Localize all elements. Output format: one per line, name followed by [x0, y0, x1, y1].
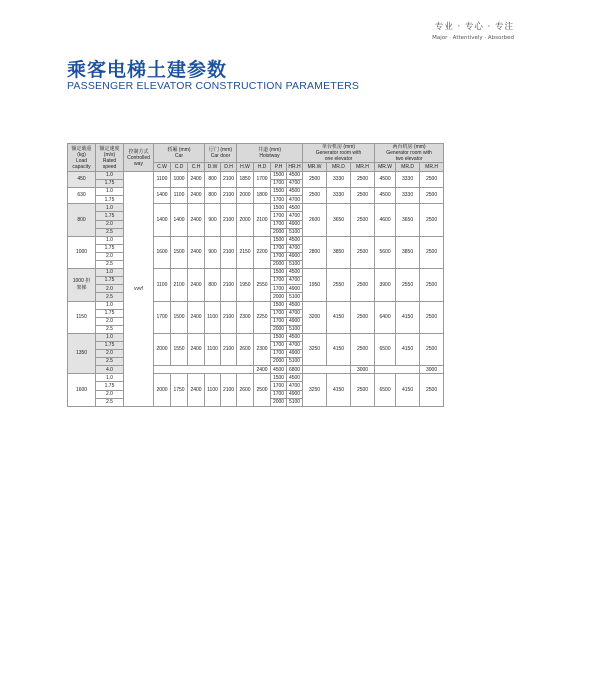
subheader-cw: C.W: [154, 163, 171, 172]
pit-depth-cell: 2000: [271, 228, 287, 236]
subheader-ph: P.H: [271, 163, 287, 172]
headroom-cell: 4900: [287, 350, 303, 358]
speed-cell: 1.75: [96, 277, 124, 285]
headroom-cell: 5100: [287, 228, 303, 236]
slogan: [432, 20, 514, 41]
slogan-en: Major · Attentively · Absorbed: [432, 35, 514, 41]
pit-depth-cell: 1700: [271, 317, 287, 325]
speed-cell: 2.0: [96, 220, 124, 228]
pit-depth-cell: 2000: [271, 398, 287, 406]
car-width-cell: 1400: [154, 204, 171, 236]
door-height-cell: 2100: [221, 188, 237, 204]
double-room-depth-cell: 4150: [396, 333, 420, 365]
headroom-cell: 5100: [287, 293, 303, 301]
speed-cell: 2.0: [96, 317, 124, 325]
hoistway-depth-cell: 1800: [254, 188, 271, 204]
single-room-height-cell: 2500: [351, 204, 375, 236]
speed-cell: 2.0: [96, 252, 124, 260]
single-room-depth-cell: 3330: [327, 172, 351, 188]
double-room-width-cell: 4600: [375, 204, 396, 236]
speed-cell: 1.75: [96, 309, 124, 317]
pit-depth-cell: 1700: [271, 212, 287, 220]
single-room-height-cell: 2500: [351, 374, 375, 406]
headroom-cell: 6800: [287, 366, 303, 374]
subheader-double-mrh: MR.H: [420, 163, 444, 172]
car-width-cell: 1400: [154, 188, 171, 204]
door-height-cell: 2100: [221, 172, 237, 188]
pit-depth-cell: 1700: [271, 309, 287, 317]
double-room-width-cell: 5600: [375, 236, 396, 268]
double-room-depth-cell: 3330: [396, 188, 420, 204]
headroom-cell: 4500: [287, 333, 303, 341]
car-width-cell: 2000: [154, 374, 171, 406]
speed-cell: 1.75: [96, 212, 124, 220]
control-cell: vvvf: [124, 172, 154, 407]
hoistway-depth-cell: 2250: [254, 301, 271, 333]
headroom-cell: 4900: [287, 285, 303, 293]
single-room-height-cell: 2500: [351, 188, 375, 204]
col-car-header: 轿厢 (mm) Car: [154, 144, 205, 163]
load-cell: [68, 236, 96, 268]
single-room-depth-cell: 4150: [327, 333, 351, 365]
subheader-hw: H.W: [237, 163, 254, 172]
door-height-cell: 2100: [221, 204, 237, 236]
col-single-room-header: 单台机房 (mm) Generator room with one elevator: [303, 144, 375, 163]
headroom-cell: 4700: [287, 196, 303, 204]
car-depth-cell: 1550: [171, 333, 188, 365]
subheader-cd: C.D: [171, 163, 188, 172]
speed-cell: 1.0: [96, 333, 124, 341]
pit-depth-cell: 1500: [271, 172, 287, 180]
speed-cell: 1.0: [96, 188, 124, 196]
headroom-cell: 4500: [287, 269, 303, 277]
subheader-single-mrh: MR.H: [351, 163, 375, 172]
single-room-height-cell: 2500: [351, 301, 375, 333]
col-control-header: 控制方式 Controlled way: [124, 144, 154, 172]
car-height-cell: 2400: [188, 269, 205, 301]
car-height-cell: 2400: [188, 236, 205, 268]
single-room-height-cell: 2500: [351, 236, 375, 268]
load-cell: [68, 333, 96, 373]
speed-cell: 1.75: [96, 244, 124, 252]
single-room-depth-cell: 3330: [327, 188, 351, 204]
speed-cell: 2.0: [96, 285, 124, 293]
pit-depth-cell: 1700: [271, 390, 287, 398]
double-room-height-cell: 2500: [420, 172, 444, 188]
single-room-depth-cell: 3650: [327, 204, 351, 236]
car-width-cell: 1100: [154, 269, 171, 301]
col-double-room-header: 两台机房 (mm) Generator room with two elevator: [375, 144, 444, 163]
pit-depth-cell: 1500: [271, 204, 287, 212]
speed-cell: 1.0: [96, 204, 124, 212]
double-room-height-cell: 2500: [420, 188, 444, 204]
car-depth-cell: 2100: [171, 269, 188, 301]
double-room-depth-cell: 4150: [396, 301, 420, 333]
load-value: 架梯: [76, 284, 87, 291]
car-height-cell: 2400: [188, 374, 205, 406]
car-height-cell: 2400: [188, 188, 205, 204]
table-row: [68, 172, 444, 180]
door-width-cell: 800: [205, 172, 221, 188]
car-depth-cell: 1000: [171, 172, 188, 188]
double-room-depth-cell: 3330: [396, 172, 420, 188]
load-value: 1350: [75, 350, 88, 357]
subheader-dh: D.H: [221, 163, 237, 172]
pit-depth-cell: 1700: [271, 252, 287, 260]
hoistway-width-cell: 1850: [237, 172, 254, 188]
speed-cell: 1.75: [96, 196, 124, 204]
speed-cell: 2.5: [96, 358, 124, 366]
hoistway-depth-cell: 2550: [254, 269, 271, 301]
single-room-width-cell: 3250: [303, 374, 327, 406]
hoistway-width-cell: 2600: [237, 333, 254, 365]
hoistway-depth-cell: 2100: [254, 204, 271, 236]
double-room-depth-cell: 3850: [396, 236, 420, 268]
double-room-height-cell: 2500: [420, 269, 444, 301]
speed-cell: 1.0: [96, 172, 124, 180]
speed-cell: 2.0: [96, 350, 124, 358]
door-width-cell: 900: [205, 236, 221, 268]
car-depth-cell: 1500: [171, 236, 188, 268]
load-cell: [68, 204, 96, 236]
double-room-depth-cell: 4150: [396, 374, 420, 406]
single-room-height-cell: 2500: [351, 269, 375, 301]
car-depth-cell: 1100: [171, 188, 188, 204]
subheader-dw: D.W: [205, 163, 221, 172]
double-room-width-cell: 6500: [375, 333, 396, 365]
double-room-width-cell: 6500: [375, 374, 396, 406]
single-room-depth-cell: 4150: [327, 374, 351, 406]
load-value: 450: [77, 176, 86, 183]
extra-blank-cell: [154, 366, 254, 374]
door-height-cell: 2100: [221, 269, 237, 301]
slogan-cn: 专业 · 专心 · 专注: [434, 22, 514, 32]
single-room-height-cell: 2500: [351, 333, 375, 365]
door-width-cell: 1100: [205, 333, 221, 365]
pit-depth-cell: 1700: [271, 180, 287, 188]
single-room-height-cell: 3000: [351, 366, 375, 374]
speed-cell: 2.5: [96, 261, 124, 269]
double-room-height-cell: 2500: [420, 236, 444, 268]
headroom-cell: 4900: [287, 317, 303, 325]
subheader-double-mrw: MR.W: [375, 163, 396, 172]
car-height-cell: 2400: [188, 333, 205, 365]
single-room-depth-cell: 2550: [327, 269, 351, 301]
door-height-cell: 2100: [221, 333, 237, 365]
load-value: 1000: [75, 249, 88, 256]
load-cell: [68, 269, 96, 301]
single-room-depth-cell: 4150: [327, 301, 351, 333]
subheader-ch: C.H: [188, 163, 205, 172]
headroom-cell: 5100: [287, 325, 303, 333]
single-room-width-cell: 2600: [303, 204, 327, 236]
hoistway-width-cell: 2300: [237, 301, 254, 333]
blank-cell: [375, 366, 420, 374]
col-door-header: 厅门 (mm) Car door: [205, 144, 237, 163]
pit-depth-cell: 1700: [271, 285, 287, 293]
speed-cell: 2.5: [96, 293, 124, 301]
headroom-cell: 4700: [287, 309, 303, 317]
car-depth-cell: 1500: [171, 301, 188, 333]
single-room-depth-cell: 3850: [327, 236, 351, 268]
door-height-cell: 2100: [221, 301, 237, 333]
speed-cell: 2.5: [96, 325, 124, 333]
headroom-cell: 4700: [287, 244, 303, 252]
double-room-width-cell: 3900: [375, 269, 396, 301]
car-width-cell: 1700: [154, 301, 171, 333]
headroom-cell: 4500: [287, 188, 303, 196]
headroom-cell: 4900: [287, 252, 303, 260]
headroom-cell: 4500: [287, 172, 303, 180]
pit-depth-cell: 2000: [271, 358, 287, 366]
pit-depth-cell: 1700: [271, 277, 287, 285]
car-width-cell: 2000: [154, 333, 171, 365]
hoistway-width-cell: 2000: [237, 204, 254, 236]
headroom-cell: 4700: [287, 382, 303, 390]
speed-cell: 2.5: [96, 228, 124, 236]
headroom-cell: 4500: [287, 374, 303, 382]
headroom-cell: 4700: [287, 212, 303, 220]
double-room-depth-cell: 2550: [396, 269, 420, 301]
hoistway-depth-cell: 1700: [254, 172, 271, 188]
load-value: 800: [77, 216, 86, 223]
door-width-cell: 800: [205, 188, 221, 204]
speed-cell: 1.75: [96, 382, 124, 390]
subheader-single-mrw: MR.W: [303, 163, 327, 172]
hoistway-depth-cell: 2200: [254, 236, 271, 268]
pit-depth-cell: 4500: [271, 366, 287, 374]
load-value: 1150: [76, 313, 87, 320]
car-height-cell: 2400: [188, 204, 205, 236]
hoistway-width-cell: 2150: [237, 236, 254, 268]
headroom-cell: 5100: [287, 358, 303, 366]
double-room-height-cell: 2500: [420, 204, 444, 236]
speed-cell: 1.0: [96, 301, 124, 309]
pit-depth-cell: 2000: [271, 261, 287, 269]
hoistway-depth-cell: 2400: [254, 366, 271, 374]
pit-depth-cell: 1500: [271, 188, 287, 196]
speed-cell: 1.0: [96, 236, 124, 244]
double-room-width-cell: 4500: [375, 172, 396, 188]
speed-cell: 1.75: [96, 180, 124, 188]
load-value: 630: [77, 192, 86, 199]
door-width-cell: 1100: [205, 301, 221, 333]
car-depth-cell: 1400: [171, 204, 188, 236]
col-hoistway-header: 井道 (mm) Hoistway: [237, 144, 303, 163]
car-width-cell: 1100: [154, 172, 171, 188]
headroom-cell: 4700: [287, 341, 303, 349]
pit-depth-cell: 1500: [271, 333, 287, 341]
door-width-cell: 900: [205, 204, 221, 236]
headroom-cell: 4900: [287, 390, 303, 398]
subheader-single-mrd: MR.D: [327, 163, 351, 172]
load-value: 1000 担: [72, 278, 91, 285]
speed-cell: 2.5: [96, 398, 124, 406]
load-cell: [68, 374, 96, 406]
subheader-hrh: HR.H: [288, 163, 301, 170]
car-height-cell: 2400: [188, 301, 205, 333]
double-room-height-cell: 2500: [420, 374, 444, 406]
headroom-cell: 4500: [287, 236, 303, 244]
door-height-cell: 2100: [221, 374, 237, 406]
speed-cell: 4.0: [96, 366, 124, 374]
pit-depth-cell: 1700: [271, 341, 287, 349]
door-height-cell: 2100: [221, 236, 237, 268]
headroom-cell: 5100: [287, 261, 303, 269]
page-title-cn: 乘客电梯土建参数: [67, 59, 228, 81]
subheader-double-mrd: MR.D: [396, 163, 420, 172]
single-room-width-cell: 3200: [303, 301, 327, 333]
headroom-cell: 4500: [287, 301, 303, 309]
double-room-width-cell: 6400: [375, 301, 396, 333]
hoistway-width-cell: 1950: [237, 269, 254, 301]
headroom-cell: 4900: [287, 220, 303, 228]
parameters-table: [67, 143, 444, 407]
pit-depth-cell: 1500: [271, 374, 287, 382]
pit-depth-cell: 2000: [271, 293, 287, 301]
pit-depth-cell: 1500: [271, 301, 287, 309]
load-cell: [68, 172, 96, 188]
single-room-width-cell: 2800: [303, 236, 327, 268]
speed-cell: 1.0: [96, 269, 124, 277]
pit-depth-cell: 1700: [271, 244, 287, 252]
page-title-en: PASSENGER ELEVATOR CONSTRUCTION PARAMETERS: [67, 80, 360, 92]
single-room-width-cell: 2500: [303, 188, 327, 204]
subheader-hd: H.D: [254, 163, 271, 172]
double-room-depth-cell: 3650: [396, 204, 420, 236]
car-height-cell: 2400: [188, 172, 205, 188]
pit-depth-cell: 1700: [271, 382, 287, 390]
table-body: [68, 172, 444, 407]
header-row: [68, 144, 444, 163]
pit-depth-cell: 1500: [271, 269, 287, 277]
pit-depth-cell: 1700: [271, 350, 287, 358]
hoistway-width-cell: 2600: [237, 374, 254, 406]
pit-depth-cell: 1500: [271, 236, 287, 244]
headroom-cell: 4700: [287, 277, 303, 285]
single-room-width-cell: 1950: [303, 269, 327, 301]
hoistway-width-cell: 2000: [237, 188, 254, 204]
load-cell: [68, 188, 96, 204]
double-room-height-cell: 3000: [420, 366, 444, 374]
double-room-height-cell: 2500: [420, 333, 444, 365]
hoistway-depth-cell: 2300: [254, 333, 271, 365]
load-cell: [68, 301, 96, 333]
col-load-header: 额定载重 (kg) Load capacity: [68, 144, 96, 172]
pit-depth-cell: 2000: [271, 325, 287, 333]
hoistway-depth-cell: 2500: [254, 374, 271, 406]
single-room-width-cell: 3250: [303, 333, 327, 365]
pit-depth-cell: 1700: [271, 196, 287, 204]
blank-cell: [303, 366, 351, 374]
pit-depth-cell: 1700: [271, 220, 287, 228]
speed-cell: 1.75: [96, 341, 124, 349]
door-width-cell: 1100: [205, 374, 221, 406]
car-width-cell: 1600: [154, 236, 171, 268]
headroom-cell: 4500: [287, 204, 303, 212]
headroom-cell: 4700: [287, 180, 303, 188]
speed-cell: 2.0: [96, 390, 124, 398]
door-width-cell: 800: [205, 269, 221, 301]
double-room-height-cell: 2500: [420, 301, 444, 333]
headroom-cell: 5100: [287, 398, 303, 406]
double-room-width-cell: 4500: [375, 188, 396, 204]
col-speed-header: 额定速度 (m/s) Rated speed: [96, 144, 124, 172]
single-room-width-cell: 2500: [303, 172, 327, 188]
load-value: 1600: [75, 386, 88, 393]
speed-cell: 1.0: [96, 374, 124, 382]
single-room-height-cell: 2500: [351, 172, 375, 188]
car-depth-cell: 1750: [171, 374, 188, 406]
